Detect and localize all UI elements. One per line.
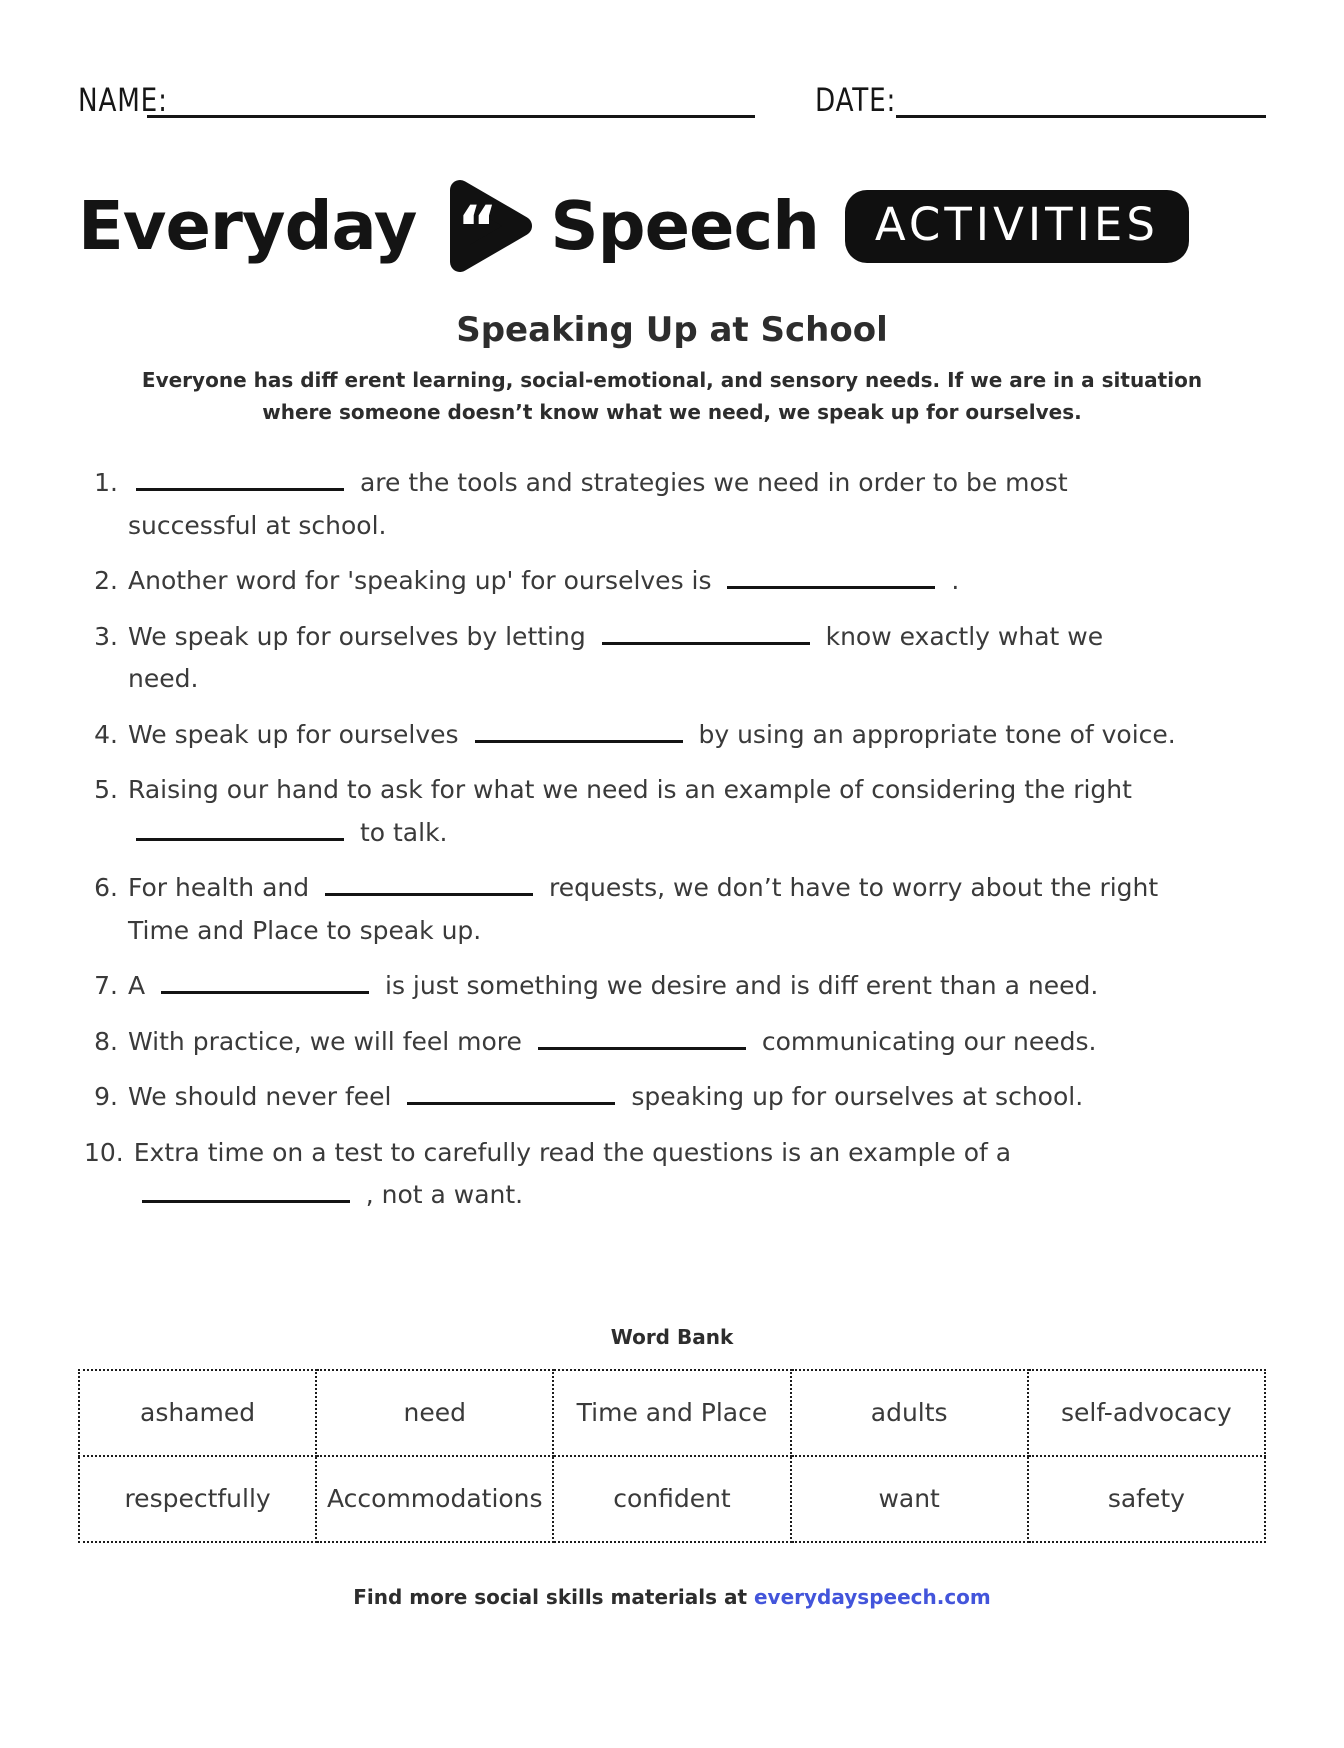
word-bank-table <box>78 1369 1266 1543</box>
question-number: 9. <box>94 1082 118 1111</box>
word-bank-cell: adults <box>791 1370 1028 1456</box>
footer <box>78 1585 1266 1609</box>
word-bank-cell: confident <box>553 1456 790 1542</box>
question-text: Raising our hand to ask for what we need is an example of considering the right to talk. <box>128 775 1132 847</box>
answer-blank <box>602 618 810 644</box>
answer-blank <box>407 1079 615 1105</box>
word-bank-cell: Time and Place <box>553 1370 790 1456</box>
activities-badge: ACTIVITIES <box>845 190 1189 263</box>
question-number: 6. <box>94 873 118 902</box>
name-field-group <box>78 78 755 118</box>
question-number: 4. <box>94 719 118 749</box>
logo-speech-text: Speech <box>550 186 819 265</box>
question-item <box>84 560 1266 603</box>
worksheet-title: Speaking Up at School <box>456 310 888 350</box>
question-item <box>84 1076 1266 1119</box>
question-item <box>84 462 1266 547</box>
question-text: Extra time on a test to carefully read the questions is an example of a , not a want. <box>133 1137 1012 1209</box>
question-number: 1. <box>94 468 118 497</box>
name-date-row <box>78 78 1266 118</box>
question-item <box>84 714 1266 757</box>
word-bank-cell: need <box>316 1370 553 1456</box>
answer-blank <box>136 814 344 840</box>
answer-blank <box>161 968 369 994</box>
question-number: 5. <box>94 775 118 804</box>
question-text: are the tools and strategies we need in order to be most successful at school. <box>128 462 1178 547</box>
answer-blank <box>727 563 935 589</box>
answer-blank <box>142 1177 350 1203</box>
word-bank-body <box>79 1370 1265 1542</box>
question-text: We should never feel speaking up for ourselves at school. <box>128 1076 1178 1119</box>
date-field-group <box>815 78 1266 118</box>
word-bank-cell: self-advocacy <box>1028 1370 1265 1456</box>
answer-blank <box>475 716 683 742</box>
question-item <box>84 1021 1266 1064</box>
logo <box>78 176 1266 276</box>
question-item <box>84 616 1266 701</box>
word-bank-cell: want <box>791 1456 1028 1542</box>
question-list <box>78 462 1266 1217</box>
word-bank-cell: Accommodations <box>316 1456 553 1542</box>
word-bank-cell: respectfully <box>79 1456 316 1542</box>
play-quotes-icon <box>436 176 536 276</box>
question-item <box>84 867 1266 952</box>
word-bank-cell: ashamed <box>79 1370 316 1456</box>
date-blank-line <box>896 78 1266 118</box>
name-blank-line <box>147 78 754 118</box>
word-bank-row <box>79 1370 1265 1456</box>
footer-link[interactable]: everydayspeech.com <box>753 1584 991 1609</box>
answer-blank <box>325 870 533 896</box>
svg-text:“: “ <box>457 192 499 265</box>
footer-text: Find more social skills materials at <box>353 1584 748 1609</box>
word-bank-title: Word Bank <box>610 1324 734 1349</box>
answer-blank <box>136 465 344 491</box>
question-number: 2. <box>94 566 118 595</box>
question-text: A is just something we desire and is diff erent than a need. <box>128 965 1178 1008</box>
date-label: DATE: <box>814 80 897 119</box>
question-text: With practice, we will feel more communicating our needs. <box>128 1021 1178 1064</box>
question-item <box>84 1132 1266 1217</box>
name-label: NAME: <box>78 80 168 119</box>
question-number: 8. <box>94 1026 118 1056</box>
worksheet-intro: Everyone has diff erent learning, social-emotional, and sensory needs. If we are in a situation where someone doesn’t know what we need, we speak up for ourselves. <box>141 368 1203 424</box>
question-text: Another word for 'speaking up' for ourselves is . <box>128 560 1178 603</box>
question-item <box>84 965 1266 1008</box>
question-item <box>84 769 1266 854</box>
logo-everyday-text: Everyday <box>78 186 417 265</box>
question-text: For health and requests, we don’t have to worry about the right Time and Place to speak up. <box>128 867 1178 952</box>
question-number: 10. <box>84 1137 124 1167</box>
question-number: 3. <box>94 621 118 651</box>
question-text: We speak up for ourselves by using an appropriate tone of voice. <box>128 714 1178 757</box>
word-bank-cell: safety <box>1028 1456 1265 1542</box>
word-bank-row <box>79 1456 1265 1542</box>
question-number: 7. <box>94 971 118 1000</box>
answer-blank <box>538 1023 746 1049</box>
question-text: We speak up for ourselves by letting know exactly what we need. <box>128 616 1178 701</box>
